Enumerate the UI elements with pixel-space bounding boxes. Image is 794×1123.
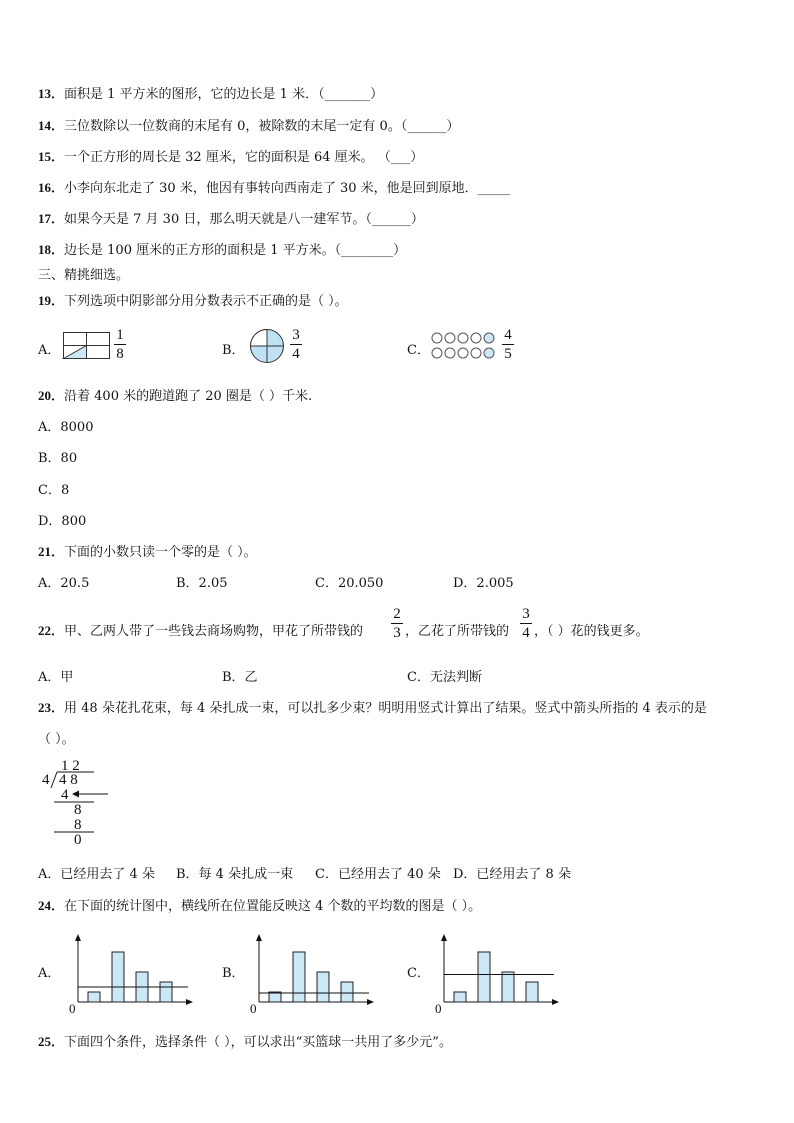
- option-a: A．20.5: [38, 576, 90, 591]
- dividend: 4 8: [59, 772, 78, 788]
- question-13: [38, 83, 383, 102]
- option-b: B．每 4 朵扎成一束: [176, 867, 294, 882]
- y-axis-arrow: [256, 934, 262, 941]
- rectangle-figure: [63, 332, 113, 360]
- quotient: 1 2: [61, 758, 80, 774]
- question-number: 16．: [38, 180, 65, 195]
- denominator: 3: [393, 625, 401, 641]
- chart-b: [247, 934, 377, 1014]
- product-2: 8: [74, 817, 82, 833]
- question-15: [38, 146, 423, 165]
- option-d: D．800: [38, 514, 87, 529]
- x-axis-arrow: [186, 999, 193, 1005]
- fraction: [290, 327, 302, 362]
- question-text: 下列选项中阴影部分用分数表示不正确的是（ ）。: [64, 294, 348, 309]
- product-1: 4: [61, 787, 69, 803]
- option-d: D．已经用去了 8 朵: [453, 867, 571, 882]
- question-23: [38, 697, 707, 716]
- chart-bar: [88, 992, 100, 1002]
- question-number: 19．: [38, 293, 65, 308]
- long-division: [38, 756, 118, 851]
- chart-b-label: B．: [222, 966, 245, 981]
- question-19: [38, 290, 348, 309]
- chart-bar: [293, 952, 305, 1002]
- x-axis-arrow: [552, 999, 559, 1005]
- question-text: （ ）。: [38, 732, 75, 747]
- question-text: 小李向东北走了 30 米，他因有事转向西南走了 30 米，他是回到原地．_____: [64, 181, 511, 196]
- question-text: 下面四个条件，选择条件（ ），可以求出“买篮球一共用了多少元”。: [64, 1035, 452, 1050]
- remainder: 0: [74, 832, 82, 848]
- chart-bar: [317, 972, 329, 1002]
- option-a: A．8000: [38, 420, 94, 435]
- y-axis-arrow: [441, 934, 447, 941]
- question-22: [38, 620, 363, 639]
- question-20: [38, 385, 312, 404]
- origin-label: 0: [69, 1001, 76, 1016]
- option-a: A．已经用去了 4 朵: [38, 867, 155, 882]
- option-d: D．2.005: [453, 576, 514, 591]
- origin-label: 0: [435, 1001, 442, 1016]
- denominator: 8: [116, 346, 124, 362]
- question-number: 25．: [38, 1034, 65, 1049]
- chart-a-label: A．: [38, 966, 61, 981]
- question-14: [38, 115, 459, 134]
- option-c: C．8: [38, 483, 70, 498]
- section-heading: 三、精挑细选。: [38, 268, 130, 283]
- option-a: A．甲: [38, 670, 74, 685]
- numerator: 2: [393, 606, 401, 622]
- option-a-label: A．: [38, 343, 61, 358]
- question-text: 一个正方形的周长是 32 厘米，它的面积是 64 厘米。 （___）: [64, 150, 424, 165]
- question-number: 24．: [38, 898, 65, 913]
- option-c: C．无法判断: [407, 670, 482, 685]
- option-c: C．已经用去了 40 朵: [315, 867, 441, 882]
- question-text: ，乙花了所带钱的: [405, 624, 510, 639]
- fraction: [502, 327, 514, 362]
- chart-c: [432, 934, 562, 1014]
- question-number: 22．: [38, 623, 65, 638]
- question-number: 15．: [38, 149, 65, 164]
- y-axis-arrow: [75, 934, 81, 941]
- chart-bar: [112, 952, 124, 1002]
- option-b: B．乙: [222, 670, 258, 685]
- question-text: 面积是 1 平方米的图形，它的边长是 1 米．（_______）: [64, 87, 384, 102]
- chart-bar: [454, 992, 466, 1002]
- question-number: 23．: [38, 700, 65, 715]
- numerator: 3: [522, 606, 530, 622]
- denominator: 4: [522, 625, 530, 641]
- question-number: 18．: [38, 242, 65, 257]
- fraction: [391, 606, 403, 641]
- fraction: [520, 606, 532, 641]
- question-text: 用 48 朵花扎花束，每 4 朵扎成一束，可以扎多少束？明明用竖式计算出了结果。竖式中箭头所指的 4 表示的是: [64, 701, 707, 716]
- chart-bar: [341, 982, 353, 1002]
- option-b: B．2.05: [176, 576, 228, 591]
- divisor: 4: [42, 772, 50, 788]
- option-c: C．20.050: [315, 576, 384, 591]
- chart-a: [66, 934, 196, 1014]
- fraction: [114, 327, 126, 362]
- question-text: 三位数除以一位数商的末尾有 0，被除数的末尾一定有 0。（______）: [64, 119, 460, 134]
- origin-label: 0: [250, 1001, 257, 1016]
- question-text: 如果今天是 7 月 30 日，那么明天就是八一建军节。（______）: [64, 212, 424, 227]
- remainder-1: 8: [74, 802, 82, 818]
- chart-bar: [502, 972, 514, 1002]
- option-c-label: C．: [407, 343, 430, 358]
- question-21: [38, 541, 257, 560]
- question-24: [38, 895, 481, 914]
- division-lines: [38, 756, 118, 851]
- x-axis-arrow: [367, 999, 374, 1005]
- chart-bar: [526, 982, 538, 1002]
- numerator: 3: [292, 327, 300, 343]
- circles-figure: [431, 331, 501, 361]
- question-number: 14．: [38, 118, 65, 133]
- question-number: 13．: [38, 86, 65, 101]
- question-18: [38, 239, 406, 258]
- question-17: [38, 208, 424, 227]
- circle-figure: [249, 328, 287, 366]
- question-number: 20．: [38, 388, 65, 403]
- chart-bar: [478, 952, 490, 1002]
- numerator: 4: [504, 327, 512, 343]
- question-text: 沿着 400 米的跑道跑了 20 圈是（ ）千米.: [64, 389, 313, 404]
- denominator: 5: [504, 346, 512, 362]
- chart-bar: [160, 982, 172, 1002]
- question-number: 17．: [38, 211, 65, 226]
- question-text: 在下面的统计图中，横线所在位置能反映这 4 个数的平均数的图是（ ）。: [64, 899, 482, 914]
- question-text: 下面的小数只读一个零的是（ ）。: [64, 545, 257, 560]
- question-16: [38, 177, 510, 196]
- question-25: [38, 1031, 452, 1050]
- chart-c-label: C．: [407, 966, 430, 981]
- denominator: 4: [292, 346, 300, 362]
- option-b-label: B．: [222, 343, 245, 358]
- question-text: 边长是 100 厘米的正方形的面积是 1 平方米。（________）: [64, 243, 407, 258]
- option-b: B．80: [38, 451, 78, 466]
- question-text: 甲、乙两人带了一些钱去商场购物，甲花了所带钱的: [64, 624, 364, 639]
- question-number: 21．: [38, 544, 65, 559]
- numerator: 1: [116, 327, 124, 343]
- question-text: ，（ ）花的钱更多。: [534, 624, 649, 639]
